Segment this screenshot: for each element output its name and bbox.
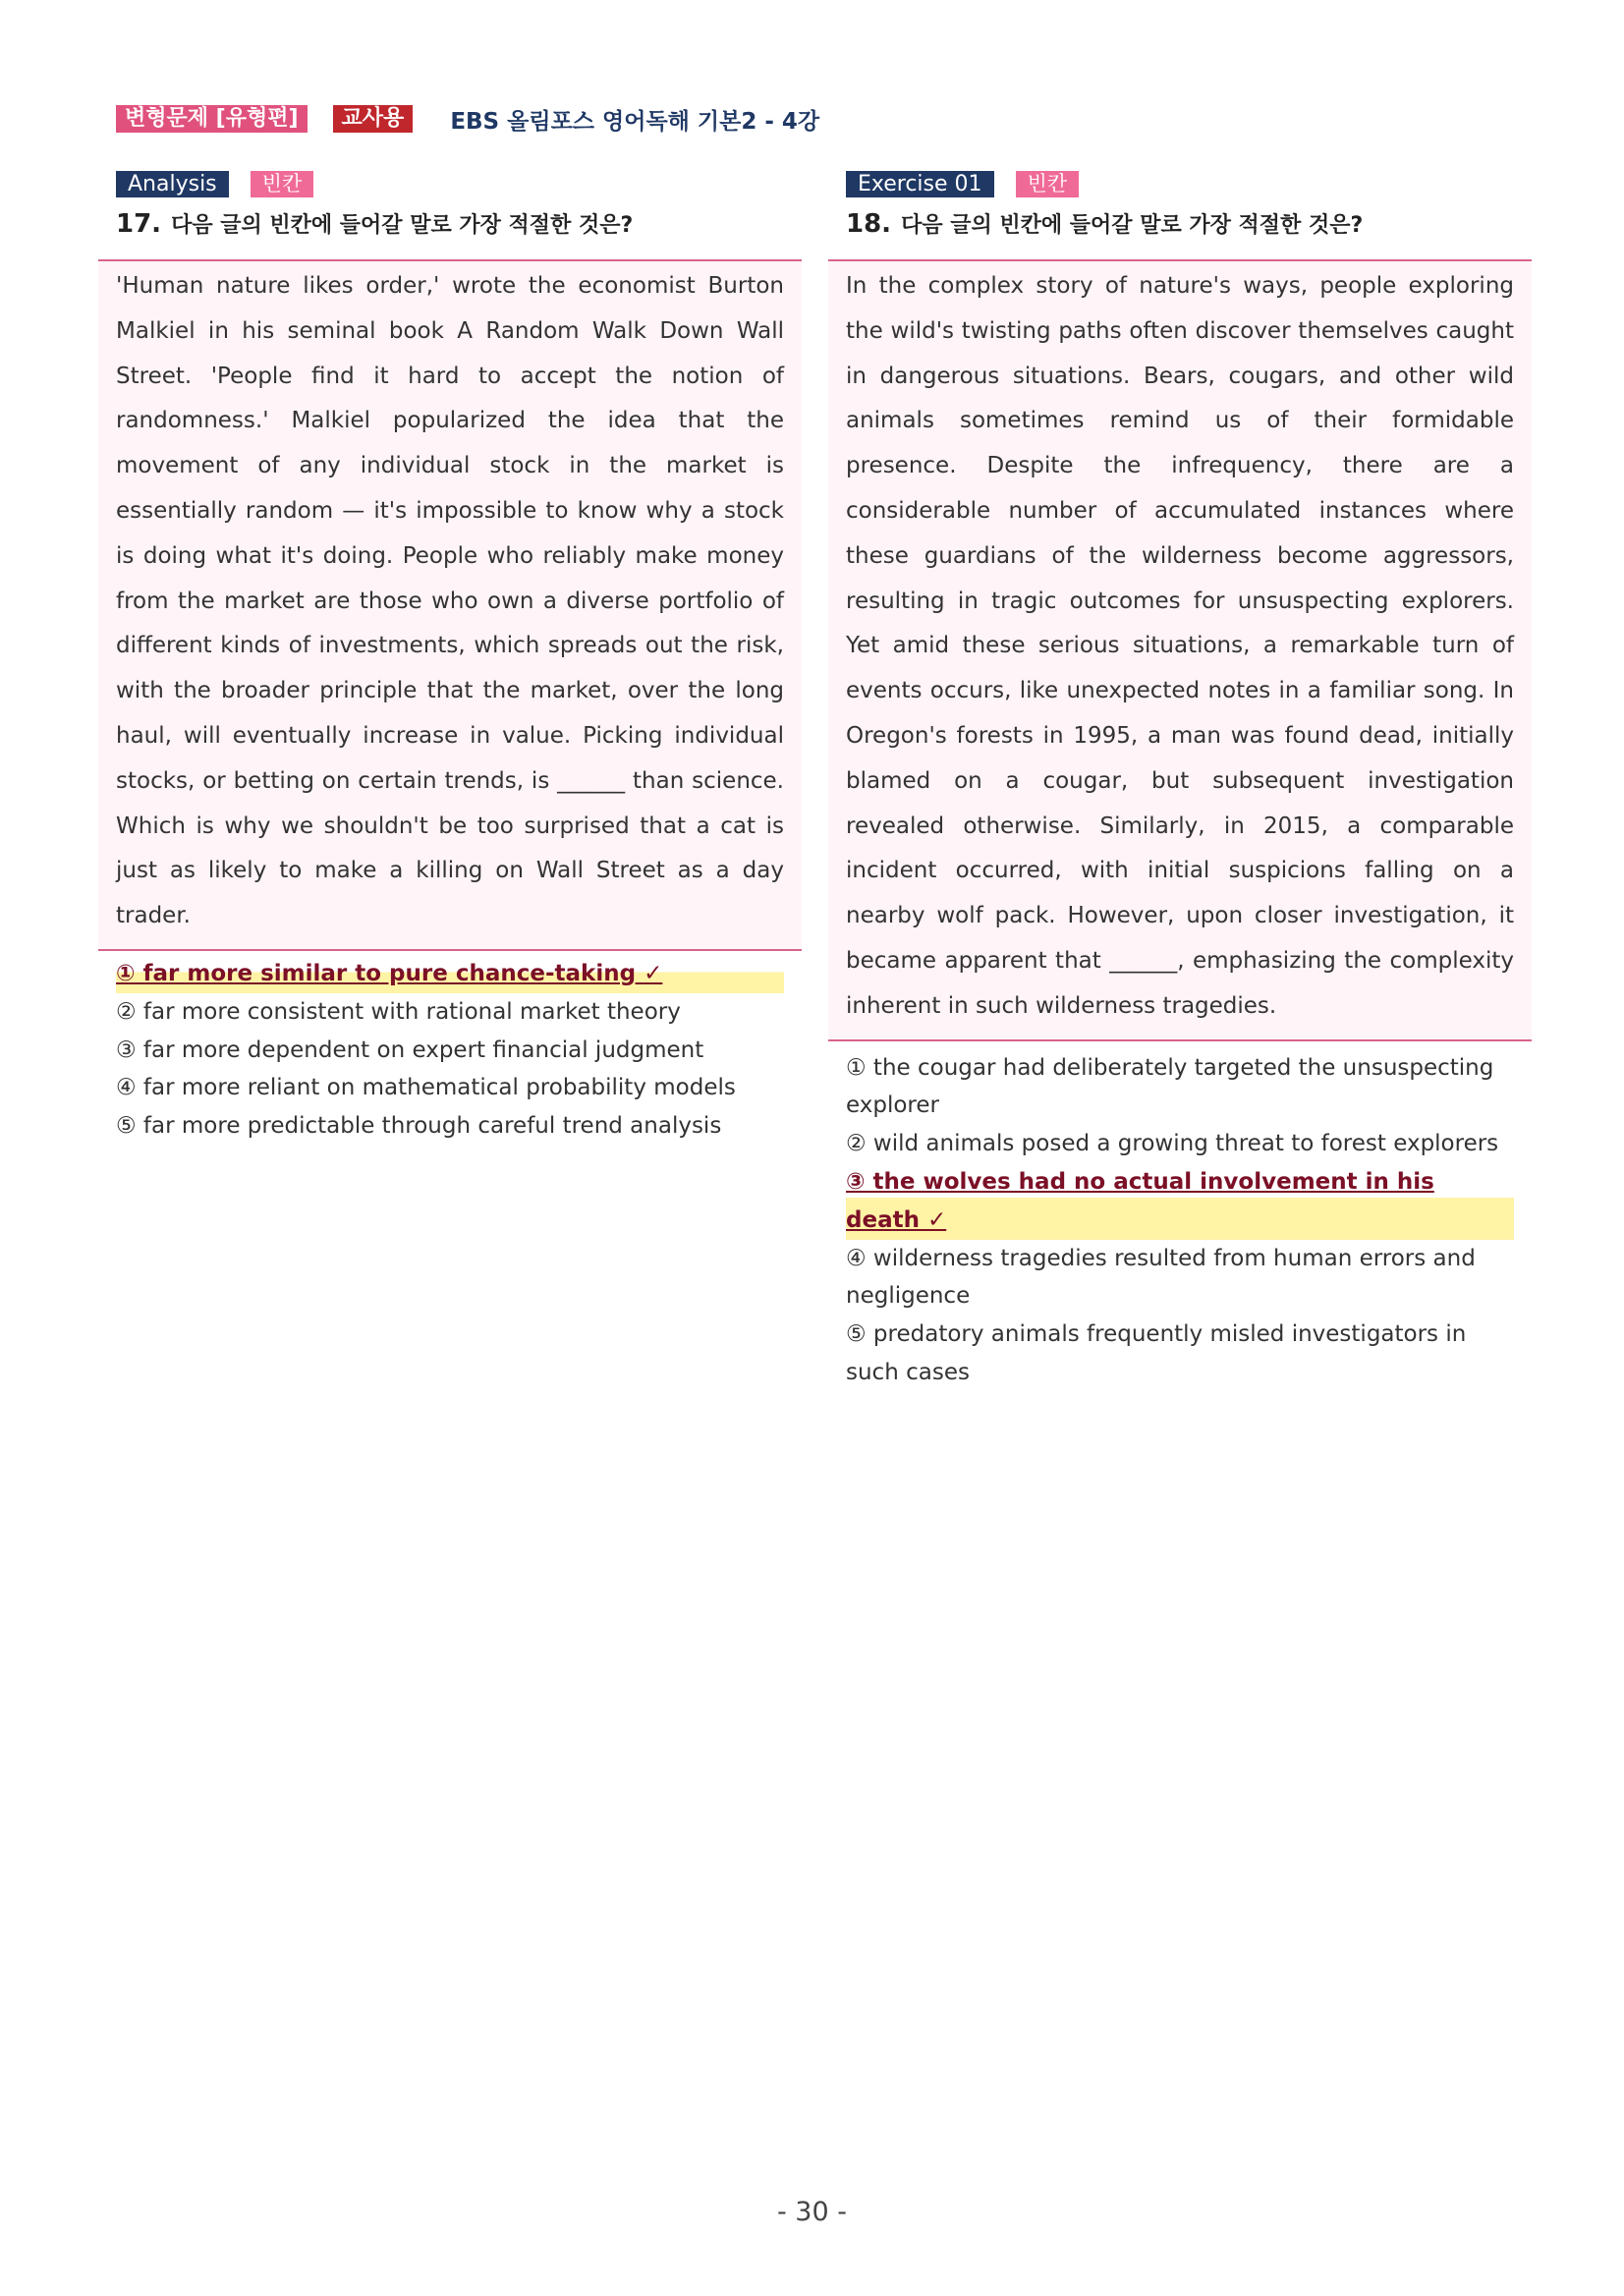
choice-2: ② wild animals posed a growing threat to forest explorers <box>846 1131 1499 1157</box>
section-label: Analysis <box>116 171 229 197</box>
document-title: EBS 올림포스 영어독해 기본2 - 4강 <box>450 108 820 135</box>
passage-box: 'Human nature likes order,' wrote the economist Burton Malkiel in his seminal book A Random Walk Down Wall Street. 'People find it hard to accept the notion of randomness.' Malkiel popularized the idea that the movement of any individual stock in the market is essentially random — it's impossible to know why a stock is doing what it's doing. People who reliably make money from the market are those who own a diverse portfolio of different kinds of investments, which spreads out the risk, with the broader principle that the market, over the long haul, will eventually increase in value. Picking individual stocks, or betting on certain trends, is ______ than science. Which is why we shouldn't be too surprised that a cat is just as likely to make a killing on Wall Street as a day trader. <box>98 259 802 951</box>
choice-5: ⑤ predatory animals frequently misled investigators in such cases <box>846 1321 1467 1385</box>
question-type-badge: 빈칸 <box>251 171 314 197</box>
choice-4: ④ far more reliant on mathematical probability models <box>116 1075 736 1101</box>
question-number: 18. <box>846 209 892 239</box>
right-question-column <box>828 169 1532 1392</box>
question-text: 다음 글의 빈칸에 들어갈 말로 가장 적절한 것은? <box>901 213 1364 238</box>
page-number: - 30 - <box>776 2197 847 2227</box>
question-prompt <box>98 208 802 242</box>
page-header <box>116 104 819 134</box>
choice-1-correct: ① far more similar to pure chance-taking ✓ <box>116 955 784 993</box>
left-question-column <box>98 169 802 1146</box>
variant-type-tag: 변형문제 [유형편] <box>116 105 308 133</box>
question-type-badge: 빈칸 <box>1016 171 1080 197</box>
section-label: Exercise 01 <box>846 171 994 197</box>
teacher-edition-tag: 교사용 <box>333 105 414 133</box>
question-prompt <box>828 208 1532 242</box>
answer-choices <box>828 1049 1532 1392</box>
question-labels <box>98 169 802 198</box>
question-text: 다음 글의 빈칸에 들어갈 말로 가장 적절한 것은? <box>171 213 634 238</box>
answer-choices <box>98 955 802 1146</box>
choice-4: ④ wilderness tragedies resulted from human errors and negligence <box>846 1245 1476 1310</box>
choice-1: ① the cougar had deliberately targeted the unsuspecting explorer <box>846 1054 1494 1119</box>
question-number: 17. <box>116 209 162 239</box>
question-labels <box>828 169 1532 198</box>
choice-3-correct: ③ the wolves had no actual involvement in his death ✓ <box>846 1163 1514 1240</box>
passage-box: In the complex story of nature's ways, people exploring the wild's twisting paths often discover themselves caught in dangerous situations. Bears, cougars, and other wild animals sometimes remind us of their formidable presence. Despite the infrequency, there are a considerable number of accumulated instances where these guardians of the wilderness become aggressors, resulting in tragic outcomes for unsuspecting explorers. Yet amid these serious situations, a remarkable turn of events occurs, like unexpected notes in a familiar song. In Oregon's forests in 1995, a man was found dead, initially blamed on a cougar, but subsequent investigation revealed otherwise. Similarly, in 2015, a comparable incident occurred, with initial suspicions falling on a nearby wolf pack. However, upon closer investigation, it became apparent that ______, emphasizing the complexity inherent in such wilderness tragedies. <box>828 259 1532 1041</box>
choice-3: ③ far more dependent on expert financial judgment <box>116 1036 704 1063</box>
choice-2: ② far more consistent with rational market theory <box>116 998 681 1025</box>
choice-5: ⑤ far more predictable through careful trend analysis <box>116 1113 722 1140</box>
